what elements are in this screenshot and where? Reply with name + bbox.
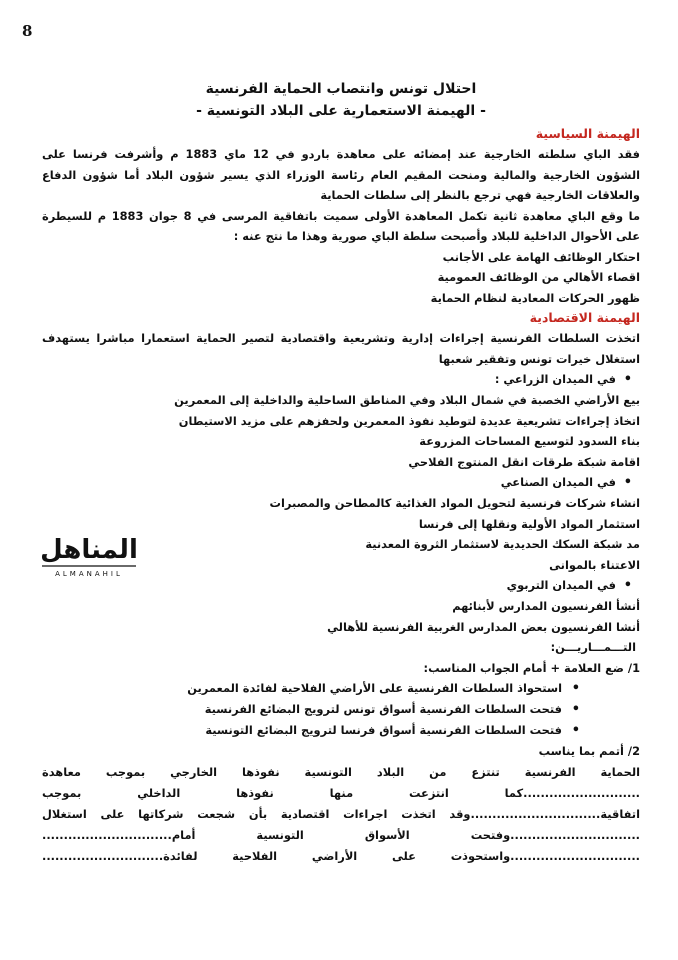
political-result: اقصاء الأهالي من الوظائف العمومية [437,270,640,284]
bullet-icon: • [623,372,632,387]
fill-line: اتفاقية..............................وقد اتخذت اجراءات اقتصادية بأن شجعت شركاتها على استغلال [42,806,640,821]
logo-latin-text: ALMANAHIL [55,570,123,578]
agriculture-title: •في الميدان الزراعي : [42,369,640,390]
agriculture-item: اتخاذ إجراءات تشريعية عديدة لتوطيد نفوذ المعمرين ولحفزهم على مزيد الاستيطان [178,413,640,428]
education-item: أنشأ الفرنسيون المدارس لأبنائهم [452,599,640,613]
almanahil-logo [34,530,144,580]
bullet-icon: • [623,475,632,490]
question-1: 1/ ضع العلامة + أمام الجواب المناسب: [423,660,640,675]
political-paragraph-2: ما وقع الباي معاهدة ثانية تكمل المعاهدة الأولى سميت باتفاقية المرسى في 8 جوان 1883 م للسيطرة على الأحوال الداخلية للبلاد وأصبحت سلطة الباي صورية وهذا ما نتج عنه : [42,208,640,243]
political-heading: الهيمنة السياسية [535,126,640,141]
bullet-icon: • [571,723,580,738]
page-number: 8 [22,22,33,40]
education-title: •في الميدان التربوي [42,575,640,596]
exercises-heading: التـــمـــاريـــن: [550,640,636,654]
economic-heading: الهيمنة الاقتصادية [529,310,640,325]
logo-arabic-text: المناهل [40,535,138,565]
worksheet [42,78,640,867]
agriculture-item: اقامة شبكة طرقات انقل المنتوج الفلاحي [408,454,640,469]
political-paragraph-1: فقد الباي سلطته الخارجية عند إمضائه على معاهدة باردو في 12 ماي 1883 م وأشرفت فرنسا على الشؤون الخارجية والمالية ومنحت المقيم العام رئاسة الوزراء الذي يسير شؤون البلاد أما شؤون الدفاع والعلاقات الخارجية فهي ترجع بالنظر إلى سلطات الحماية [42,147,640,202]
fill-line: ...........................كما انتزعت منها نفوذها الداخلي بموجب [42,785,640,800]
fill-line: ..............................واستحوذت على الأراضي الفلاحية لفائدة............................ [42,848,640,863]
bullet-icon: • [623,578,632,593]
almanahil-logo-mark [34,530,144,580]
choice-item: •فتحت السلطات الفرنسية أسواق فرنسا لترويج البضائع التونسية [42,720,640,741]
agriculture-item: بيع الأراضي الخصبة في شمال البلاد وفي المناطق الساحلية والداخلية إلى المعمرين [174,393,640,407]
bullet-icon: • [571,702,580,717]
choice-item: •فتحت السلطات الفرنسية أسواق تونس لترويج البضائع الفرنسية [42,699,640,720]
economic-intro: اتخذت السلطات الفرنسية إجراءات إدارية وتشريعية واقتصادية لتصير الحماية استعمارا مباشرا يستهدف استغلال خيرات تونس وتفقير شعبها [42,331,640,366]
industry-item: مد شبكة السكك الحديدية لاستثمار الثروة المعدنية [365,537,640,551]
choice-item: •استحواذ السلطات الفرنسية على الأراضي الفلاحية لفائدة المعمرين [42,678,640,699]
industry-title: •في الميدان الصناعي [42,472,640,493]
fill-line: الحماية الفرنسية تنتزع من البلاد التونسية نفوذها الخارجي بموجب معاهدة [42,764,640,779]
industry-item: انشاء شركات فرنسية لتحويل المواد الغذائية كالمطاحن والمصبرات [269,496,640,510]
agriculture-item: بناء السدود لتوسيع المساحات المزروعة [419,434,640,448]
industry-item: الاعتناء بالموانى [549,557,640,572]
education-item: أنشا الفرنسيون بعض المدارس الغربية الفرنسية للأهالي [327,619,640,634]
fill-line: ..............................وفتحت الأسواق التونسية أمام.............................. [42,827,640,842]
political-result: احتكار الوظائف الهامة على الأجانب [442,249,640,264]
page-title: احتلال تونس وانتصاب الحماية الفرنسية [205,81,477,97]
page-subtitle: - الهيمنة الاستعمارية على البلاد التونسية - [196,103,486,119]
political-result: ظهور الحركات المعادية لنظام الحماية [430,290,640,305]
question-2: 2/ أتمم بما يناسب [538,744,640,758]
bullet-icon: • [571,681,580,696]
industry-item: استثمار المواد الأولية ونقلها إلى فرنسا [418,516,640,531]
